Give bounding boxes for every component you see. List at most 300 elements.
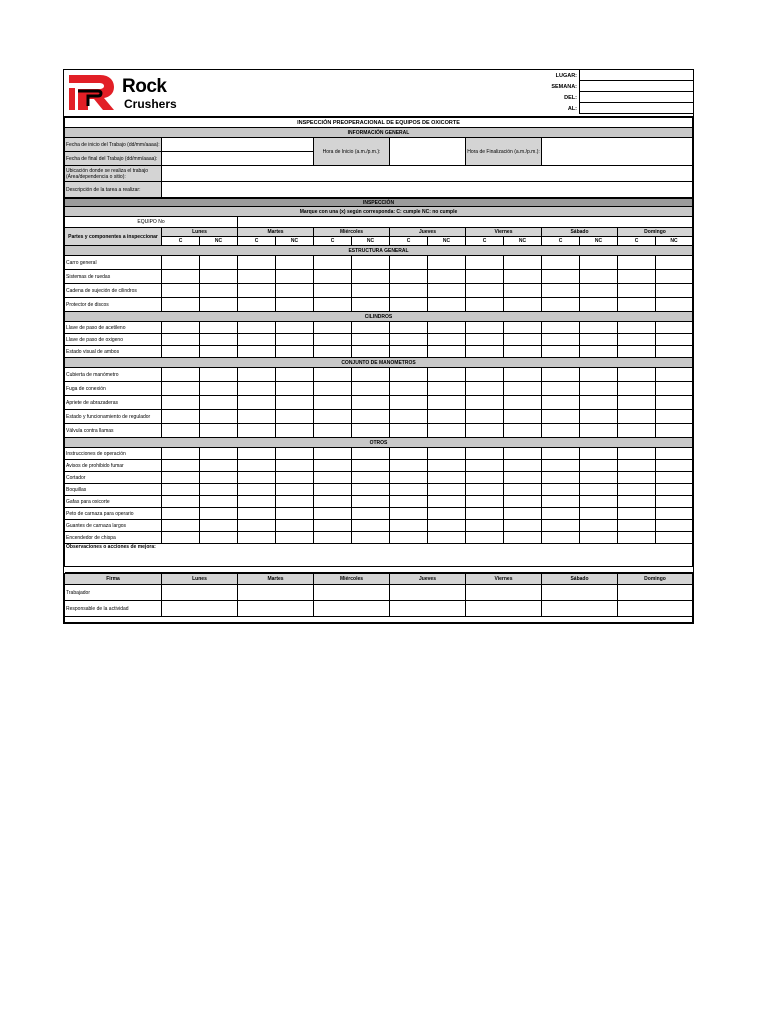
check-cell[interactable] (542, 532, 580, 544)
check-cell[interactable] (618, 496, 656, 508)
check-cell[interactable] (238, 508, 276, 520)
check-cell[interactable] (314, 448, 352, 460)
check-cell[interactable] (238, 256, 276, 270)
check-cell[interactable] (428, 424, 466, 438)
check-cell[interactable] (238, 424, 276, 438)
check-cell[interactable] (656, 424, 693, 438)
check-cell[interactable] (580, 256, 618, 270)
check-cell[interactable] (542, 284, 580, 298)
check-cell[interactable] (390, 472, 428, 484)
check-cell[interactable] (314, 322, 352, 334)
check-cell[interactable] (542, 382, 580, 396)
check-cell[interactable] (580, 520, 618, 532)
check-cell[interactable] (352, 460, 390, 472)
check-cell[interactable] (542, 368, 580, 382)
check-cell[interactable] (504, 334, 542, 346)
check-cell[interactable] (542, 472, 580, 484)
check-cell[interactable] (314, 410, 352, 424)
check-cell[interactable] (238, 346, 276, 358)
check-cell[interactable] (352, 520, 390, 532)
check-cell[interactable] (580, 484, 618, 496)
check-cell[interactable] (314, 496, 352, 508)
check-cell[interactable] (390, 448, 428, 460)
check-cell[interactable] (238, 520, 276, 532)
check-cell[interactable] (390, 396, 428, 410)
check-cell[interactable] (504, 270, 542, 284)
check-cell[interactable] (466, 382, 504, 396)
signature-cell[interactable] (466, 601, 542, 617)
check-cell[interactable] (200, 496, 238, 508)
check-cell[interactable] (390, 346, 428, 358)
check-cell[interactable] (200, 448, 238, 460)
check-cell[interactable] (466, 256, 504, 270)
signature-cell[interactable] (238, 601, 314, 617)
check-cell[interactable] (428, 496, 466, 508)
check-cell[interactable] (390, 298, 428, 312)
check-cell[interactable] (352, 396, 390, 410)
check-cell[interactable] (200, 484, 238, 496)
check-cell[interactable] (466, 520, 504, 532)
check-cell[interactable] (276, 382, 314, 396)
check-cell[interactable] (200, 520, 238, 532)
check-cell[interactable] (390, 496, 428, 508)
check-cell[interactable] (162, 368, 200, 382)
check-cell[interactable] (580, 334, 618, 346)
check-cell[interactable] (276, 424, 314, 438)
check-cell[interactable] (390, 424, 428, 438)
check-cell[interactable] (200, 270, 238, 284)
check-cell[interactable] (618, 508, 656, 520)
check-cell[interactable] (276, 256, 314, 270)
check-cell[interactable] (428, 396, 466, 410)
check-cell[interactable] (504, 448, 542, 460)
check-cell[interactable] (504, 496, 542, 508)
check-cell[interactable] (162, 284, 200, 298)
check-cell[interactable] (466, 368, 504, 382)
check-cell[interactable] (428, 256, 466, 270)
signature-cell[interactable] (314, 585, 390, 601)
check-cell[interactable] (238, 382, 276, 396)
check-cell[interactable] (352, 284, 390, 298)
check-cell[interactable] (542, 270, 580, 284)
check-cell[interactable] (162, 472, 200, 484)
check-cell[interactable] (618, 484, 656, 496)
check-cell[interactable] (428, 298, 466, 312)
check-cell[interactable] (162, 484, 200, 496)
check-cell[interactable] (276, 410, 314, 424)
check-cell[interactable] (238, 410, 276, 424)
check-cell[interactable] (352, 484, 390, 496)
check-cell[interactable] (580, 472, 618, 484)
check-cell[interactable] (618, 298, 656, 312)
semana-field[interactable] (579, 81, 693, 92)
check-cell[interactable] (618, 256, 656, 270)
check-cell[interactable] (580, 382, 618, 396)
check-cell[interactable] (200, 368, 238, 382)
check-cell[interactable] (466, 270, 504, 284)
check-cell[interactable] (466, 424, 504, 438)
del-field[interactable] (579, 92, 693, 103)
check-cell[interactable] (466, 322, 504, 334)
task-field[interactable] (162, 182, 693, 198)
check-cell[interactable] (542, 448, 580, 460)
check-cell[interactable] (428, 532, 466, 544)
location-field[interactable] (162, 166, 693, 182)
check-cell[interactable] (504, 368, 542, 382)
check-cell[interactable] (162, 382, 200, 396)
check-cell[interactable] (466, 284, 504, 298)
check-cell[interactable] (656, 472, 693, 484)
check-cell[interactable] (542, 496, 580, 508)
check-cell[interactable] (390, 334, 428, 346)
equipo-field[interactable] (238, 217, 693, 228)
check-cell[interactable] (542, 508, 580, 520)
check-cell[interactable] (428, 448, 466, 460)
check-cell[interactable] (428, 460, 466, 472)
check-cell[interactable] (466, 496, 504, 508)
check-cell[interactable] (618, 520, 656, 532)
check-cell[interactable] (200, 396, 238, 410)
check-cell[interactable] (238, 496, 276, 508)
check-cell[interactable] (314, 382, 352, 396)
check-cell[interactable] (352, 424, 390, 438)
check-cell[interactable] (390, 322, 428, 334)
check-cell[interactable] (618, 532, 656, 544)
check-cell[interactable] (656, 270, 693, 284)
check-cell[interactable] (580, 322, 618, 334)
check-cell[interactable] (580, 396, 618, 410)
check-cell[interactable] (618, 368, 656, 382)
end-time-field[interactable] (542, 138, 693, 166)
check-cell[interactable] (276, 298, 314, 312)
signature-cell[interactable] (162, 601, 238, 617)
check-cell[interactable] (314, 298, 352, 312)
check-cell[interactable] (352, 508, 390, 520)
check-cell[interactable] (656, 346, 693, 358)
check-cell[interactable] (200, 508, 238, 520)
check-cell[interactable] (162, 298, 200, 312)
check-cell[interactable] (656, 368, 693, 382)
check-cell[interactable] (656, 382, 693, 396)
check-cell[interactable] (580, 284, 618, 298)
check-cell[interactable] (162, 532, 200, 544)
check-cell[interactable] (238, 532, 276, 544)
check-cell[interactable] (276, 334, 314, 346)
check-cell[interactable] (314, 256, 352, 270)
check-cell[interactable] (238, 472, 276, 484)
check-cell[interactable] (238, 484, 276, 496)
check-cell[interactable] (466, 346, 504, 358)
check-cell[interactable] (656, 334, 693, 346)
check-cell[interactable] (276, 532, 314, 544)
check-cell[interactable] (238, 396, 276, 410)
check-cell[interactable] (656, 508, 693, 520)
check-cell[interactable] (162, 424, 200, 438)
check-cell[interactable] (162, 410, 200, 424)
check-cell[interactable] (352, 368, 390, 382)
check-cell[interactable] (428, 472, 466, 484)
check-cell[interactable] (390, 410, 428, 424)
check-cell[interactable] (352, 256, 390, 270)
check-cell[interactable] (580, 496, 618, 508)
check-cell[interactable] (542, 424, 580, 438)
check-cell[interactable] (390, 270, 428, 284)
check-cell[interactable] (352, 270, 390, 284)
check-cell[interactable] (504, 472, 542, 484)
check-cell[interactable] (200, 346, 238, 358)
signature-cell[interactable] (618, 585, 693, 601)
check-cell[interactable] (200, 424, 238, 438)
check-cell[interactable] (580, 346, 618, 358)
check-cell[interactable] (238, 334, 276, 346)
check-cell[interactable] (200, 334, 238, 346)
check-cell[interactable] (314, 460, 352, 472)
check-cell[interactable] (390, 460, 428, 472)
check-cell[interactable] (314, 472, 352, 484)
check-cell[interactable] (618, 448, 656, 460)
check-cell[interactable] (656, 496, 693, 508)
check-cell[interactable] (314, 368, 352, 382)
check-cell[interactable] (580, 532, 618, 544)
check-cell[interactable] (162, 346, 200, 358)
check-cell[interactable] (656, 532, 693, 544)
check-cell[interactable] (238, 284, 276, 298)
check-cell[interactable] (580, 410, 618, 424)
check-cell[interactable] (390, 484, 428, 496)
check-cell[interactable] (314, 270, 352, 284)
check-cell[interactable] (200, 472, 238, 484)
check-cell[interactable] (352, 448, 390, 460)
check-cell[interactable] (428, 484, 466, 496)
check-cell[interactable] (276, 484, 314, 496)
check-cell[interactable] (428, 322, 466, 334)
check-cell[interactable] (656, 284, 693, 298)
check-cell[interactable] (162, 520, 200, 532)
check-cell[interactable] (238, 460, 276, 472)
check-cell[interactable] (352, 346, 390, 358)
check-cell[interactable] (162, 256, 200, 270)
check-cell[interactable] (580, 448, 618, 460)
check-cell[interactable] (314, 508, 352, 520)
check-cell[interactable] (504, 410, 542, 424)
check-cell[interactable] (314, 532, 352, 544)
check-cell[interactable] (618, 382, 656, 396)
check-cell[interactable] (238, 322, 276, 334)
check-cell[interactable] (428, 270, 466, 284)
check-cell[interactable] (352, 410, 390, 424)
check-cell[interactable] (580, 298, 618, 312)
check-cell[interactable] (618, 322, 656, 334)
check-cell[interactable] (504, 508, 542, 520)
check-cell[interactable] (390, 520, 428, 532)
check-cell[interactable] (504, 322, 542, 334)
check-cell[interactable] (656, 298, 693, 312)
signature-cell[interactable] (238, 585, 314, 601)
check-cell[interactable] (580, 508, 618, 520)
check-cell[interactable] (466, 484, 504, 496)
check-cell[interactable] (504, 256, 542, 270)
signature-cell[interactable] (390, 585, 466, 601)
check-cell[interactable] (200, 322, 238, 334)
check-cell[interactable] (504, 382, 542, 396)
check-cell[interactable] (428, 508, 466, 520)
check-cell[interactable] (542, 346, 580, 358)
check-cell[interactable] (352, 322, 390, 334)
check-cell[interactable] (504, 424, 542, 438)
check-cell[interactable] (542, 322, 580, 334)
check-cell[interactable] (542, 484, 580, 496)
check-cell[interactable] (352, 298, 390, 312)
check-cell[interactable] (238, 298, 276, 312)
check-cell[interactable] (542, 298, 580, 312)
check-cell[interactable] (504, 396, 542, 410)
check-cell[interactable] (466, 448, 504, 460)
check-cell[interactable] (238, 448, 276, 460)
check-cell[interactable] (314, 334, 352, 346)
check-cell[interactable] (390, 382, 428, 396)
check-cell[interactable] (542, 256, 580, 270)
check-cell[interactable] (656, 460, 693, 472)
check-cell[interactable] (276, 460, 314, 472)
check-cell[interactable] (200, 410, 238, 424)
check-cell[interactable] (162, 508, 200, 520)
check-cell[interactable] (276, 448, 314, 460)
check-cell[interactable] (352, 472, 390, 484)
check-cell[interactable] (200, 382, 238, 396)
check-cell[interactable] (618, 460, 656, 472)
end-date-field[interactable] (162, 152, 314, 166)
check-cell[interactable] (428, 334, 466, 346)
check-cell[interactable] (504, 460, 542, 472)
check-cell[interactable] (352, 532, 390, 544)
check-cell[interactable] (352, 382, 390, 396)
check-cell[interactable] (276, 284, 314, 298)
check-cell[interactable] (466, 508, 504, 520)
signature-cell[interactable] (314, 601, 390, 617)
signature-cell[interactable] (466, 585, 542, 601)
check-cell[interactable] (276, 396, 314, 410)
check-cell[interactable] (276, 520, 314, 532)
signature-cell[interactable] (390, 601, 466, 617)
check-cell[interactable] (428, 284, 466, 298)
signature-cell[interactable] (618, 601, 693, 617)
check-cell[interactable] (618, 284, 656, 298)
start-date-field[interactable] (162, 138, 314, 152)
check-cell[interactable] (276, 368, 314, 382)
check-cell[interactable] (162, 322, 200, 334)
check-cell[interactable] (162, 460, 200, 472)
check-cell[interactable] (466, 472, 504, 484)
check-cell[interactable] (428, 368, 466, 382)
check-cell[interactable] (162, 334, 200, 346)
check-cell[interactable] (276, 496, 314, 508)
check-cell[interactable] (352, 334, 390, 346)
check-cell[interactable] (466, 410, 504, 424)
check-cell[interactable] (352, 496, 390, 508)
check-cell[interactable] (618, 270, 656, 284)
check-cell[interactable] (238, 368, 276, 382)
check-cell[interactable] (542, 396, 580, 410)
check-cell[interactable] (276, 322, 314, 334)
check-cell[interactable] (428, 410, 466, 424)
check-cell[interactable] (504, 346, 542, 358)
check-cell[interactable] (200, 460, 238, 472)
check-cell[interactable] (504, 284, 542, 298)
check-cell[interactable] (162, 496, 200, 508)
check-cell[interactable] (390, 284, 428, 298)
check-cell[interactable] (314, 484, 352, 496)
check-cell[interactable] (390, 532, 428, 544)
check-cell[interactable] (656, 484, 693, 496)
check-cell[interactable] (580, 424, 618, 438)
check-cell[interactable] (466, 460, 504, 472)
check-cell[interactable] (390, 256, 428, 270)
check-cell[interactable] (276, 472, 314, 484)
check-cell[interactable] (618, 346, 656, 358)
check-cell[interactable] (276, 346, 314, 358)
check-cell[interactable] (200, 298, 238, 312)
check-cell[interactable] (580, 270, 618, 284)
check-cell[interactable] (656, 520, 693, 532)
check-cell[interactable] (314, 396, 352, 410)
check-cell[interactable] (466, 396, 504, 410)
check-cell[interactable] (618, 334, 656, 346)
check-cell[interactable] (200, 284, 238, 298)
check-cell[interactable] (618, 410, 656, 424)
check-cell[interactable] (390, 368, 428, 382)
check-cell[interactable] (656, 396, 693, 410)
check-cell[interactable] (428, 382, 466, 396)
lugar-field[interactable] (579, 70, 693, 81)
check-cell[interactable] (656, 256, 693, 270)
check-cell[interactable] (162, 270, 200, 284)
check-cell[interactable] (656, 410, 693, 424)
check-cell[interactable] (390, 508, 428, 520)
check-cell[interactable] (428, 520, 466, 532)
check-cell[interactable] (238, 270, 276, 284)
check-cell[interactable] (542, 410, 580, 424)
check-cell[interactable] (504, 298, 542, 312)
check-cell[interactable] (504, 484, 542, 496)
check-cell[interactable] (504, 532, 542, 544)
check-cell[interactable] (314, 520, 352, 532)
check-cell[interactable] (618, 424, 656, 438)
check-cell[interactable] (618, 396, 656, 410)
check-cell[interactable] (200, 256, 238, 270)
check-cell[interactable] (466, 532, 504, 544)
check-cell[interactable] (656, 322, 693, 334)
check-cell[interactable] (276, 270, 314, 284)
check-cell[interactable] (466, 298, 504, 312)
check-cell[interactable] (162, 396, 200, 410)
check-cell[interactable] (314, 346, 352, 358)
signature-cell[interactable] (542, 601, 618, 617)
start-time-field[interactable] (390, 138, 466, 166)
observations-field[interactable]: Observaciones o acciones de mejora: (65, 544, 693, 567)
check-cell[interactable] (542, 460, 580, 472)
check-cell[interactable] (276, 508, 314, 520)
check-cell[interactable] (542, 520, 580, 532)
al-field[interactable] (579, 103, 693, 114)
check-cell[interactable] (656, 448, 693, 460)
check-cell[interactable] (580, 460, 618, 472)
check-cell[interactable] (314, 424, 352, 438)
check-cell[interactable] (200, 532, 238, 544)
check-cell[interactable] (618, 472, 656, 484)
signature-cell[interactable] (162, 585, 238, 601)
signature-cell[interactable] (542, 585, 618, 601)
check-cell[interactable] (542, 334, 580, 346)
